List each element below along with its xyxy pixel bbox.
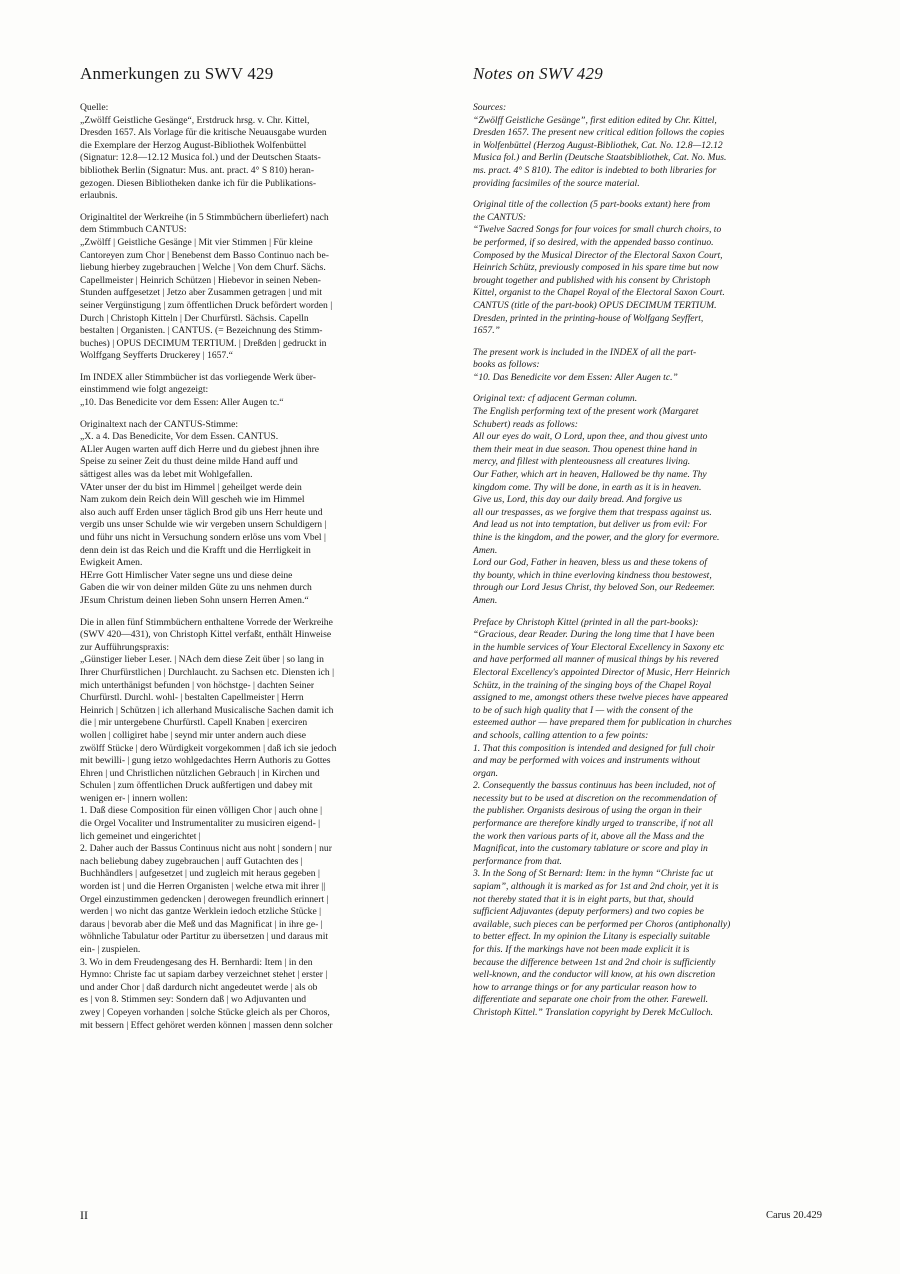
english-index-paragraph: The present work is included in the INDEX of all the part- books as follows: “10. Das Benedicite vor dem Essen: Aller Augen tc.” xyxy=(473,346,697,383)
english-preface-paragraph: Preface by Christoph Kittel (printed in all the part-books): “Gracious, dear Reader. During the long time that I have been in the humble services of Your Electoral Excellency in Saxony etc and have performed all manner of musical things by his revered Electoral Excellency's appointed Director of Music, Herr Heinrich Schütz, in the training of the singing boys of the Chapel Royal assigned to me, amongst others these twelve pieces have appeared to be of such high quality that I — with the consent of the esteemed author — have prepared them for publication in churches and schools, calling attention to a few points: 1. That this composition is intended and designed for full choir and may be performed with voices and instruments without organ. 2. Consequently the bassus continuus has been included, not of necessity but to be used at discretion on the recommendation of the publisher. Organists desirous of using the organ in their performance are therefore kindly urged to transcribe, if not all the work then various parts of it, above all the Mass and the Magnificat, into the customary tablature or score and play in performance from that. 3. In the Song of St Bernard: Item: in the hymn “Christe fac ut sapiam”, although it is marked as for 1st and 2nd choir, yet it is not thereby stated that it is in eight parts, but that, should sufficient Adjuvantes (deputy performers) and two copies be available, such pieces can be performed per Choros (antiphonally) to better effect. In my opinion the Litany is especially suitable for this. If the markings have not been made explicit it is because the difference between 1st and 2nd choir is sufficiently well-known, and the conductor will know, at his own discretion how to arrange things or for any particular reason how to differentiate and separate one choir from the other. Farewell. Christoph Kittel.” Translation copyright by Derek McCulloch. xyxy=(473,616,732,1018)
english-notes-column xyxy=(473,62,833,1029)
german-preface-paragraph: Die in allen fünf Stimmbüchern enthaltene Vorrede der Werkreihe (SWV 420—431), von Christoph Kittel verfaßt, enthält Hinweise zur Aufführungspraxis: „Günstiger lieber Leser. | NAch dem diese Zeit über | so lang in Ihrer Churfürstlichen | Durchlaucht. zu Sachsen etc. Diensten ich | mich unterthänigst befunden | von höchstge- | dachten Seiner Churfürstl. Durchl. wohl- | bestalten Capellmeister | Herrn Heinrich | Schützen | ich allerhand Musicalische Sachen damit ich die | mir untergebene Churfürstl. Capell Knaben | exerciren wollen | colligiret habe | seynd mir unter andern auch diese zwölff Stücke | dero Würdigkeit vorgekommen | daß ich sie jedoch mit bewilli- | gung ietzo wohlgedachtes Herrn Authoris zu Gottes Ehren | und Christlichen nützlichen Gebrauch | in Kirchen und Schulen | zum öffentlichen Druck außfertigen und dabey mit wenigen er- | innern wollen: 1. Daß diese Composition für einen völligen Chor | auch ohne | die Orgel Vocaliter und Instrumentaliter zu musiciren eigend- | lich gemeinet und eingerichtet | 2. Daher auch der Bassus Continuus nicht aus noht | sondern | nur nach beliebung dabey zugebrauchen | auff Gutachten des | Buchhändlers | aufgesetzet | und zugleich mit heraus gegeben | worden ist | und die Herren Organisten | welche etwa mit ihrer || Orgel einzustimmen gedencken | derowegen freundlich erinnert | werden | wo nicht das gantze Werklein iedoch etzliche Stücke | daraus | bevorab aber die Meß und das Magnificat | in ihre ge- | wöhnliche Tabulatur oder Partitur zu übersetzen | und daraus mit ein- | zuspielen. 3. Wo in dem Freudengesang des H. Bernhardi: Item | in den Hymno: Christe fac ut sapiam darbey verzeichnet stehet | erster | und ander Chor | daß dardurch nicht angedeutet werde | als ob es | von 8. Stimmen sey: Sondern daß | wo Adjuvanten und zwey | Copeyen vorhanden | solche Stücke gleich als per Choros, mit bessern | Effect gehöret werden können | massen denn solcher xyxy=(80,616,337,1031)
english-original-title-paragraph: Original title of the collection (5 part-books extant) here from the CANTUS: “Twelve Sacred Songs for four voices for small church choirs, to be performed, if so desired, with the appended basso continuo. Composed by the Musical Director of the Electoral Saxon Court, Heinrich Schütz, previously composed in his spare time but now brought together and published with his consent by Christoph Kittel, organist to the Chapel Royal of the Electoral Saxon Court. CANTUS (title of the part-book) OPUS DECIMUM TERTIUM. Dresden, printed in the printing-house of Wolfgang Seyffert, 1657.” xyxy=(473,199,725,337)
catalog-number: Carus 20.429 xyxy=(766,1210,822,1221)
page-number: II xyxy=(80,1208,88,1222)
english-sources-paragraph: Sources: “Zwölff Geistliche Gesänge”, first edition edited by Chr. Kittel, Dresden 1657. The present new critical edition follows the copies in Wolfenbüttel (Herzog August-Bibliothek, Cat. No. 12.8—12.12 Musica fol.) and Berlin (Deutsche Staatsbibliothek, Cat. No. Mus. ms. pract. 4° S 810). The editor is indebted to both libraries for providing facsimiles of the source material. xyxy=(473,102,727,189)
german-notes-column xyxy=(80,62,440,1041)
german-notes-title: Anmerkungen zu SWV 429 xyxy=(80,64,274,83)
english-notes-title: Notes on SWV 429 xyxy=(473,64,603,83)
german-index-paragraph: Im INDEX aller Stimmbücher ist das vorliegende Werk über- einstimmend wie folgt angezeigt: „10. Das Benedicite vor dem Essen: Aller Augen tc.“ xyxy=(80,371,316,409)
german-original-title-paragraph: Originaltitel der Werkreihe (in 5 Stimmbüchern überliefert) nach dem Stimmbuch CANTUS: „Zwölff | Geistliche Gesänge | Mit vier Stimmen | Für kleine Cantoreyen zum Chor | Benebenst dem Basso Continuo nach be- liebung hierbey zugebrauchen | Welche | Von dem Churf. Sächs. Capellmeister | Heinrich Schützen | Hiebevor in seinen Neben- Stunden auffgesetzet | Jetzo aber Zusammen getragen | und mit seiner Vergünstigung | zum öffentlichen Druck befördert worden | Durch | Christoph Kitteln | Der Churfürstl. Sächsis. Capelln bestalten | Organisten. | CANTUS. (= Bezeichnung des Stimm- buches) | OPUS DECIMUM TERTIUM. | Dreßden | gedruckt in Wolffgang Seyfferts Druckerey | 1657.“ xyxy=(80,211,333,362)
german-sources-paragraph: Quelle: „Zwölff Geistliche Gesänge“, Erstdruck hrsg. v. Chr. Kittel, Dresden 1657. Als Vorlage für die kritische Neuausgabe wurden die Exemplare der Herzog August-Bibliothek Wolfenbüttel (Signatur: 12.8—12.12 Musica fol.) und der Deutschen Staats- bibliothek Berlin (Signatur: Mus. ant. pract. 4° S 810) heran- gezogen. Diesen Bibliotheken danke ich für die Publikations- erlaubnis. xyxy=(80,102,327,202)
german-original-text-paragraph: Originaltext nach der CANTUS-Stimme: „X. a 4. Das Benedicite, Vor dem Essen. CANTUS. ALler Augen warten auff dich Herre und du giebest jhnen ihre Speise zu seiner Zeit du thust deine milde Hand auff und sättigest alles was da lebet mit Wohlgefallen. VAter unser der du bist im Himmel | geheilget werde dein Nam zukom dein Reich dein Will gescheh wie im Himmel also auch auff Erden unser täglich Brod gib uns Herr heute und vergib uns unser Schulde wie wir vergeben unsern Schuldigern | und führ uns nicht in Versuchung sondern erlöse uns vom Vbel | denn dein ist das Reich und die Krafft und die Herrligkeit in Ewigkeit Amen. HErre Gott Himlischer Vater segne uns und diese deine Gaben die wir von deiner milden Güte zu uns nehmen durch JEsum Christum deinen lieben Sohn unsern Herren Amen.“ xyxy=(80,418,327,606)
english-performing-text-paragraph: Original text: cf adjacent German column. The English performing text of the present work (Margaret Schubert) reads as follows: All our eyes do wait, O Lord, upon thee, and thou givest unto them their meat in due season. Thou openest thine hand in mercy, and fillest with plenteousness all creatures living. Our Father, which art in heaven, Hallowed be thy name. Thy kingdom come. Thy will be done, in earth as it is in heaven. Give us, Lord, this day our daily bread. And forgive us all our trespasses, as we forgive them that trespass against us. And lead us not into temptation, but deliver us from evil: For thine is the kingdom, and the power, and the glory for evermore. Amen. Lord our God, Father in heaven, bless us and these tokens of thy bounty, which in thine everloving kindness thou bestowest, through our Lord Jesus Christ, thy beloved Son, our Redeemer. Amen. xyxy=(473,393,720,606)
